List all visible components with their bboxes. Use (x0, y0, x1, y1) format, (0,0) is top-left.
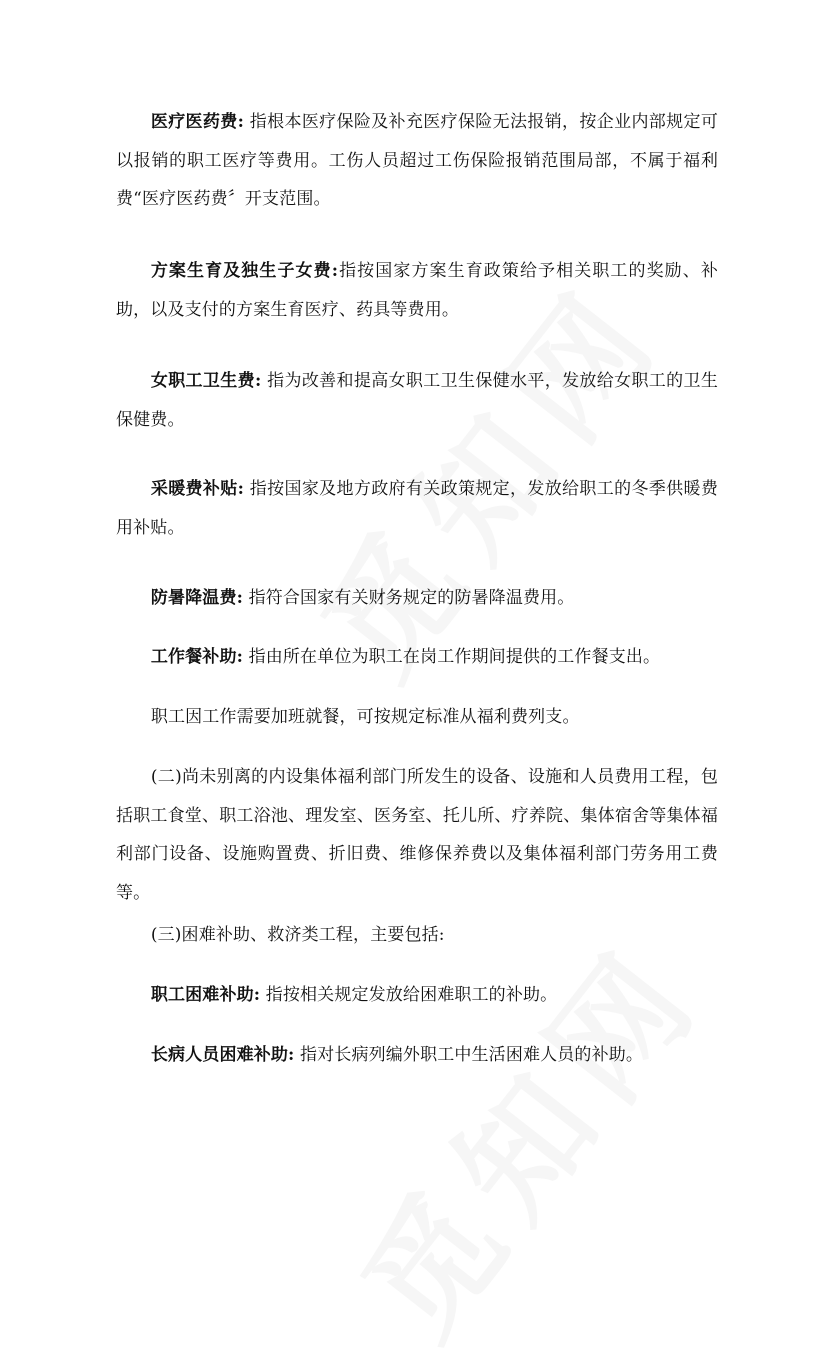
definition: 指根本医疗保险及补充医疗保险无法报销，按企业内部规定可以报销的职工医疗等费用。工伤人员超过工伤保险报销范围局部，不属于福利费“医疗医药费〞开支范围。 (116, 112, 718, 209)
term: 工作餐补助: (150, 647, 244, 667)
term: 女职工卫生费: (150, 371, 262, 391)
paragraph-long-illness (116, 1036, 718, 1075)
definition: 指为改善和提高女职工卫生保健水平，发放给女职工的卫生保健费。 (116, 371, 719, 430)
paragraph-section-three (116, 916, 718, 955)
definition: 指符合国家有关财务规定的防暑降温费用。 (243, 588, 575, 608)
definition: 指按国家及地方政府有关政策规定，发放给职工的冬季供暖费用补贴。 (116, 479, 718, 538)
paragraph-section-two (116, 758, 718, 912)
term: 职工困难补助: (150, 985, 261, 1005)
term: 医疗医药费: (150, 112, 245, 132)
term: 采暖费补贴: (150, 479, 245, 499)
paragraph-female-hygiene (116, 362, 718, 439)
term: 长病人员困难补助: (150, 1045, 295, 1065)
paragraph-heating (116, 470, 718, 547)
definition: (三)困难补助、救济类工程，主要包括: (150, 925, 445, 945)
definition: 指由所在单位为职工在岗工作期间提供的工作餐支出。 (243, 647, 661, 667)
definition: (二)尚未别离的内设集体福利部门所发生的设备、设施和人员费用工程，包括职工食堂、职工浴池、理发室、医务室、托儿所、疗养院、集体宿舍等集体福利部门设备、设施购置费、折旧费、维修保养费以及集体福利部门劳务用工费等。 (116, 767, 718, 903)
paragraph-overtime (116, 698, 718, 737)
paragraph-medical (116, 103, 718, 219)
term: 防暑降温费: (150, 588, 244, 608)
watermark (313, 899, 737, 1368)
definition: 指按相关规定发放给困难职工的补助。 (260, 985, 558, 1005)
definition: 职工因工作需要加班就餐，可按规定标准从福利费列支。 (150, 707, 580, 727)
paragraph-cooling (116, 579, 718, 618)
paragraph-family-planning (116, 252, 718, 329)
term: 方案生育及独生子女费: (150, 261, 339, 281)
definition: 指对长病列编外职工中生活困难人员的补助。 (294, 1045, 644, 1065)
definition: 指按国家方案生育政策给予相关职工的奖励、补助，以及支付的方案生育医疗、药具等费用。 (116, 261, 718, 320)
paragraph-meal (116, 638, 718, 677)
paragraph-hardship (116, 976, 718, 1015)
